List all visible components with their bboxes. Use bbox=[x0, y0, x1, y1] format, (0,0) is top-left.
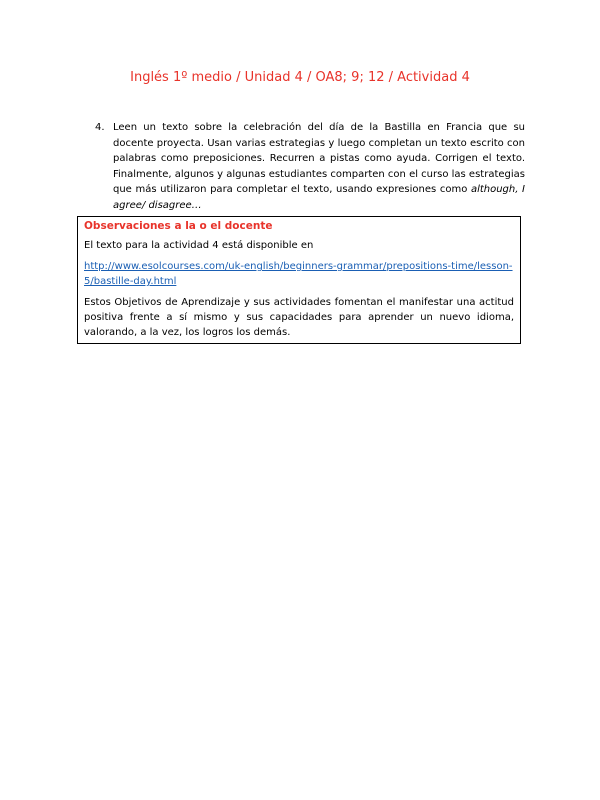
notes-intro: El texto para la actividad 4 está disponible en bbox=[84, 240, 314, 251]
activity-examples: although, I agree/ disagree… bbox=[113, 184, 525, 211]
activity-number: 4. bbox=[95, 122, 105, 133]
resource-link[interactable]: http://www.esolcourses.com/uk-english/beginners-grammar/prepositions-time/lesson-5/bastille-day.html bbox=[84, 261, 513, 287]
activity-description bbox=[113, 120, 525, 214]
activity-item bbox=[95, 120, 525, 214]
notes-title: Observaciones a la o el docente bbox=[84, 220, 273, 232]
teacher-notes-box bbox=[77, 216, 521, 344]
page-title: Inglés 1º medio / Unidad 4 / OA8; 9; 12 / Actividad 4 bbox=[130, 70, 470, 85]
notes-body: Estos Objetivos de Aprendizaje y sus actividades fomentan el manifestar una actitud positiva frente a sí mismo y sus capacidades para aprender un nuevo idioma, valorando, a la vez, los logros los demás. bbox=[84, 297, 514, 338]
activity-text: Leen un texto sobre la celebración del día de la Bastilla en Francia que su docente proyecta. Usan varias estrategias y luego completan un texto escrito con palabras como preposiciones. Recurren a pistas como ayuda. Corrigen el texto. Finalmente, algunos y algunas estudiantes comparten con el curso las estrategias que más utilizaron para completar el texto, usando expresiones como bbox=[113, 122, 525, 196]
